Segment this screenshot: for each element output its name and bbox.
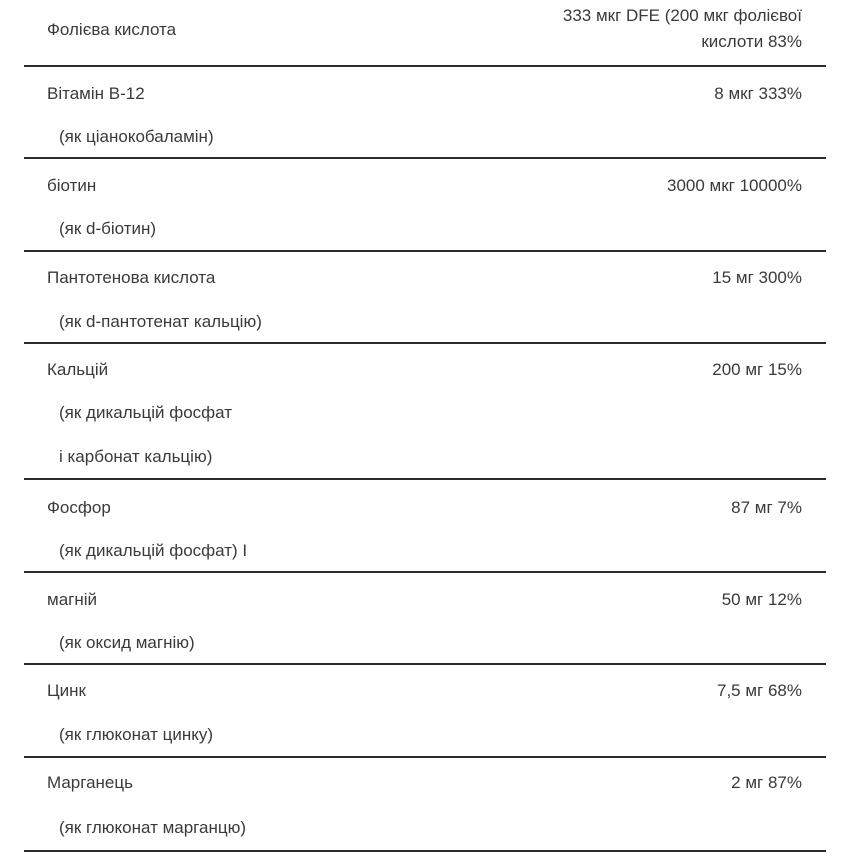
nutrient-amount: 50 мг 12%: [721, 590, 802, 609]
table-row-calcium: [24, 344, 826, 480]
nutrient-amount-line-1: 333 мкг DFE (200 мкг фолієвої: [562, 6, 802, 25]
nutrient-source: (як d-пантотенат кальцію): [59, 312, 262, 331]
nutrition-table: [24, 0, 826, 852]
table-row-phosphorus: [24, 480, 826, 573]
nutrient-amount: 8 мкг 333%: [714, 84, 802, 103]
table-row-magnesium: [24, 573, 826, 665]
table-row-pantothenic-acid: [24, 252, 826, 344]
nutrient-amount: 7,5 мг 68%: [717, 681, 802, 700]
nutrient-source-line-2: і карбонат кальцію): [59, 447, 213, 466]
nutrient-name: Марганець: [47, 773, 133, 792]
table-row-biotin: [24, 159, 826, 252]
nutrient-source: (як d-біотин): [59, 219, 157, 238]
nutrient-name: Кальцій: [47, 360, 109, 379]
nutrient-amount: 2 мг 87%: [731, 773, 802, 792]
nutrient-name: Пантотенова кислота: [47, 268, 216, 287]
nutrient-source: (як ціанокобаламін): [59, 127, 214, 146]
nutrient-amount-line-2: кислоти 83%: [701, 32, 802, 51]
table-row-folic-acid: [24, 0, 826, 67]
table-row-manganese: [24, 758, 826, 852]
nutrient-name: Цинк: [47, 681, 86, 700]
table-row-zinc: [24, 665, 826, 758]
nutrient-source: (як дикальцій фосфат) І: [59, 541, 248, 560]
nutrient-amount: 87 мг 7%: [731, 498, 802, 517]
nutrient-source: (як глюконат цинку): [59, 725, 213, 744]
nutrient-name: Вітамін В-12: [47, 84, 145, 103]
nutrient-source: (як глюконат марганцю): [59, 818, 246, 837]
nutrient-amount: 15 мг 300%: [712, 268, 802, 287]
nutrient-source: (як оксид магнію): [59, 633, 195, 652]
nutrient-amount: 3000 мкг 10000%: [667, 176, 802, 195]
nutrient-name: магній: [47, 590, 98, 609]
nutrient-name: Фолієва кислота: [47, 20, 177, 39]
nutrient-name: Фосфор: [47, 498, 111, 517]
nutrient-amount: 200 мг 15%: [712, 360, 802, 379]
nutrient-name: біотин: [47, 176, 97, 195]
nutrient-source-line-1: (як дикальцій фосфат: [59, 403, 233, 422]
table-row-vitamin-b12: [24, 67, 826, 159]
